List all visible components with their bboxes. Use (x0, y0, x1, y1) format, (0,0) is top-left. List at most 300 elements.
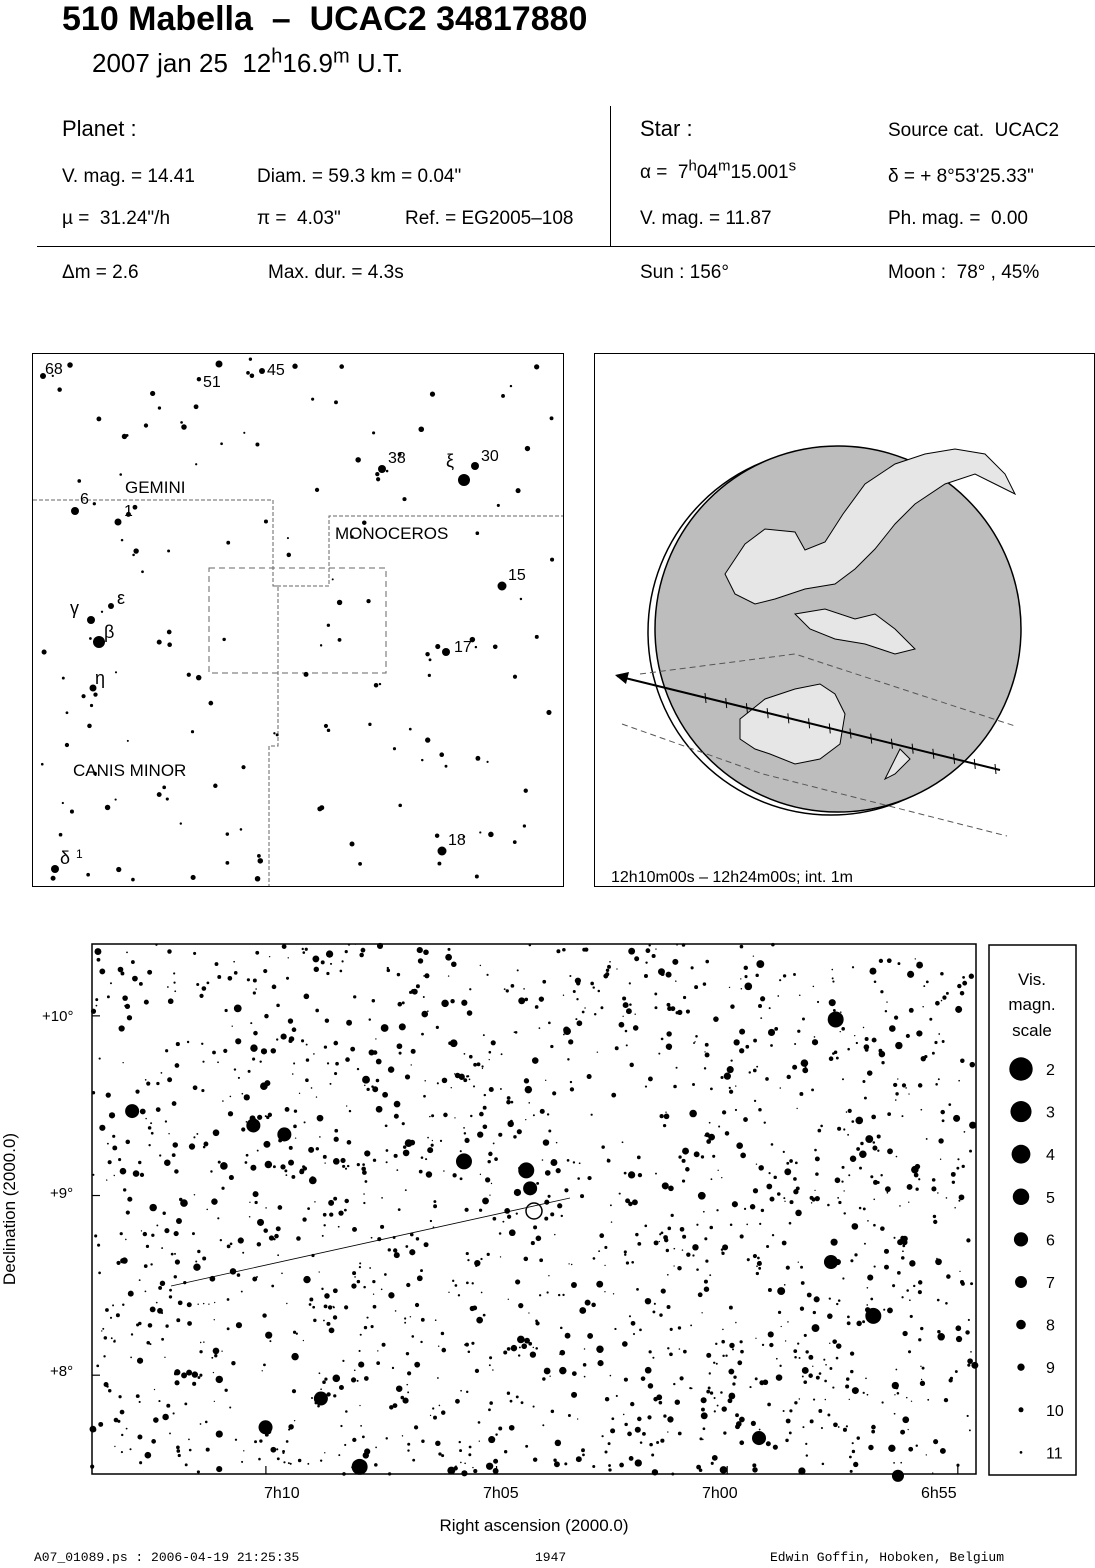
finder-star (425, 652, 429, 656)
field-star (189, 1143, 195, 1149)
field-star (437, 1082, 439, 1084)
field-star (668, 1186, 674, 1192)
x-tick-7h00: 7h00 (702, 1485, 738, 1502)
field-star (169, 1432, 171, 1434)
field-star (362, 1076, 370, 1084)
field-star (338, 1454, 340, 1456)
field-star (703, 1427, 706, 1430)
field-star (701, 1412, 708, 1419)
field-star (326, 972, 329, 975)
field-star (241, 1291, 243, 1293)
finder-star (167, 549, 170, 552)
field-star (320, 1460, 322, 1462)
field-star (392, 1367, 394, 1369)
field-star (918, 1290, 922, 1294)
field-star (341, 960, 343, 962)
legend-dot-mag-5 (1013, 1189, 1030, 1206)
legend-label-mag-5: 5 (1046, 1189, 1055, 1207)
field-star (326, 1322, 330, 1326)
field-star (519, 1346, 521, 1348)
field-star (108, 1160, 112, 1164)
field-star (176, 1318, 180, 1322)
field-star (945, 1302, 948, 1305)
field-star (325, 1018, 329, 1022)
field-star (438, 1346, 439, 1347)
finder-star (122, 434, 127, 439)
legend-label-mag-3: 3 (1046, 1104, 1055, 1122)
field-star (235, 1439, 237, 1441)
field-star (805, 1443, 807, 1445)
field-star (786, 1266, 790, 1270)
field-star (156, 1107, 161, 1112)
field-star (631, 1321, 636, 1326)
field-star (292, 1027, 297, 1032)
field-star (387, 969, 391, 973)
field-star (542, 1159, 544, 1161)
field-star (544, 1368, 551, 1375)
field-star (814, 1036, 816, 1038)
field-star (112, 1145, 117, 1150)
star-label-epsilon: ε (117, 588, 126, 608)
field-star (96, 1005, 98, 1007)
field-star (676, 944, 678, 946)
y-tick-10: +10° (42, 1008, 74, 1025)
finder-star (90, 704, 93, 707)
field-star (631, 1261, 634, 1264)
field-star (211, 1357, 213, 1359)
field-star (228, 976, 233, 981)
field-star (481, 1292, 483, 1294)
finder-star (241, 765, 245, 769)
field-star (729, 1343, 734, 1348)
field-star (874, 1266, 876, 1268)
planet-diam: Diam. = 59.3 km = 0.04" (257, 166, 462, 187)
field-star (751, 1421, 756, 1426)
field-star (549, 1376, 550, 1377)
field-star (511, 984, 515, 988)
field-star (145, 1118, 146, 1119)
legend-dot-mag-6 (1014, 1232, 1028, 1246)
finder-star (71, 507, 79, 515)
field-star (840, 1031, 841, 1032)
planet-mu: µ = 31.24"/h (62, 208, 171, 229)
field-star (815, 1156, 820, 1161)
field-star (654, 1303, 656, 1305)
field-star (372, 1280, 375, 1283)
field-star (282, 1450, 285, 1453)
field-star (849, 1456, 852, 1459)
field-star (295, 1137, 296, 1138)
field-star (253, 1031, 258, 1036)
field-star (217, 1217, 219, 1219)
field-star (729, 1090, 733, 1094)
field-star (528, 1102, 530, 1104)
field-star (467, 1259, 469, 1261)
field-star (663, 1124, 666, 1127)
field-star (815, 1196, 820, 1201)
finder-star (89, 637, 92, 640)
field-star (750, 1204, 755, 1209)
field-star (596, 1346, 603, 1353)
field-star (800, 1307, 804, 1311)
field-star (584, 1007, 585, 1008)
field-star (843, 1428, 847, 1432)
field-star (965, 1330, 969, 1334)
field-star (723, 1431, 726, 1434)
field-star (421, 1440, 424, 1443)
field-star (161, 1247, 163, 1249)
field-star (926, 1454, 927, 1455)
field-star (752, 1463, 756, 1467)
field-star (678, 1326, 681, 1329)
field-star (736, 1142, 743, 1149)
field-star (801, 1281, 805, 1285)
x-tick-7h05: 7h05 (483, 1485, 519, 1502)
field-star (125, 1140, 130, 1145)
field-star (938, 1033, 940, 1035)
field-star (249, 1216, 251, 1218)
field-star (487, 1160, 490, 1163)
finder-chart (32, 353, 564, 887)
field-star (802, 1067, 808, 1073)
field-star (848, 1174, 850, 1176)
field-star (628, 1202, 633, 1207)
field-star (969, 975, 971, 977)
field-star (633, 1025, 639, 1031)
finder-star (498, 582, 507, 591)
field-star (897, 1239, 903, 1245)
field-star (329, 1213, 333, 1217)
field-star (288, 1462, 290, 1464)
field-star (333, 1288, 338, 1293)
field-star (931, 1186, 936, 1191)
field-star (137, 1358, 143, 1364)
field-star (704, 1286, 709, 1291)
field-star (730, 1004, 734, 1008)
finder-star (196, 675, 202, 681)
field-star (234, 1068, 236, 1070)
field-star (611, 1093, 616, 1098)
field-star (596, 1281, 603, 1288)
field-star (694, 1151, 700, 1157)
field-star (321, 960, 325, 964)
field-star (345, 1168, 347, 1170)
field-star (629, 1315, 631, 1317)
field-star (655, 1173, 657, 1175)
field-star (106, 1093, 111, 1098)
finder-star (368, 723, 371, 726)
field-star (961, 1282, 965, 1286)
field-star (933, 1220, 937, 1224)
field-star (879, 959, 883, 963)
field-star (452, 1280, 454, 1282)
field-star (895, 1092, 898, 1095)
field-star (498, 1426, 502, 1430)
field-star (216, 1430, 223, 1437)
field-star (599, 1233, 604, 1238)
field-star (610, 1375, 612, 1377)
field-star (164, 1159, 171, 1166)
field-star (291, 1175, 295, 1179)
field-star (739, 1440, 744, 1445)
field-star (507, 1096, 511, 1100)
field-star (701, 1397, 707, 1403)
bright-star (314, 1392, 328, 1406)
field-star (454, 1117, 455, 1118)
field-star (211, 1198, 217, 1204)
field-star (706, 1353, 711, 1358)
field-star (556, 1142, 558, 1144)
field-star (649, 1443, 653, 1447)
star-label-delta-index: 1 (76, 847, 83, 861)
field-star (289, 1146, 293, 1150)
field-star (266, 1116, 269, 1119)
field-star (967, 1415, 969, 1417)
field-star (517, 1129, 522, 1134)
field-star (122, 1062, 123, 1063)
field-star (705, 1043, 709, 1047)
finder-star (65, 743, 69, 747)
field-star (350, 1047, 355, 1052)
field-star (740, 1234, 744, 1238)
field-star (463, 1127, 465, 1129)
field-star (749, 1386, 751, 1388)
field-star (616, 1395, 618, 1397)
field-star (833, 1422, 838, 1427)
field-star (194, 1194, 195, 1195)
field-star (967, 1358, 973, 1364)
field-star (967, 1364, 970, 1367)
field-star (324, 1377, 327, 1380)
field-star (884, 1249, 889, 1254)
field-star (637, 1242, 641, 1246)
field-star (468, 1351, 471, 1354)
field-star (539, 1258, 543, 1262)
field-star (562, 1294, 564, 1296)
field-star (516, 1395, 519, 1398)
finder-star (273, 732, 275, 734)
field-star (744, 1208, 746, 1210)
footer-file: A07_01089.ps : 2006-04-19 21:25:35 (34, 1550, 300, 1565)
field-star (229, 1406, 231, 1408)
field-star (800, 1266, 803, 1269)
field-star (710, 1087, 713, 1090)
field-star (942, 1040, 945, 1043)
field-star (352, 1271, 356, 1275)
field-star (362, 1170, 367, 1175)
field-star (192, 1232, 195, 1235)
field-star (786, 1419, 791, 1424)
field-star (955, 1325, 961, 1331)
field-star (150, 1122, 152, 1124)
finder-star (513, 675, 517, 679)
field-star (105, 1308, 109, 1312)
field-star (766, 1441, 771, 1446)
field-star (366, 1317, 368, 1319)
field-star (656, 1441, 659, 1444)
bright-star (892, 1470, 904, 1482)
field-star (187, 1321, 192, 1326)
field-star (892, 1284, 895, 1287)
field-star (888, 1445, 895, 1452)
field-star (119, 1025, 125, 1031)
field-star (937, 1192, 938, 1193)
field-star (467, 1075, 469, 1077)
field-star (667, 1006, 672, 1011)
field-star (281, 1034, 287, 1040)
finder-star (255, 442, 259, 446)
field-star (221, 1351, 222, 1352)
field-star (709, 1372, 711, 1374)
field-star (637, 1156, 640, 1159)
field-star (675, 980, 677, 982)
field-star (910, 1315, 913, 1318)
field-star (509, 1425, 515, 1431)
field-star (774, 1027, 778, 1031)
field-star (777, 1192, 781, 1196)
finder-star (243, 432, 245, 434)
finder-star (425, 737, 430, 742)
field-star (407, 1391, 409, 1393)
field-star (922, 1006, 923, 1007)
field-star (613, 1293, 614, 1294)
field-star (821, 1427, 823, 1429)
field-star (234, 1005, 242, 1013)
field-star (237, 1273, 241, 1277)
field-star (759, 1380, 764, 1385)
field-star (131, 960, 135, 964)
field-star (431, 1114, 434, 1117)
field-star (478, 1421, 481, 1424)
field-star (652, 1469, 658, 1475)
field-star (120, 1258, 125, 1263)
field-star (887, 1148, 893, 1154)
field-star (480, 1258, 482, 1260)
field-star (433, 1416, 437, 1420)
field-star (792, 1065, 797, 1070)
field-star (284, 1169, 287, 1172)
field-star (565, 1333, 571, 1339)
field-star (724, 1073, 731, 1080)
field-star (421, 1156, 424, 1159)
field-star (136, 1394, 140, 1398)
field-star (365, 1180, 368, 1183)
field-star (333, 1375, 341, 1383)
field-star (483, 1314, 486, 1317)
field-star (248, 1070, 251, 1073)
field-star (626, 1044, 628, 1046)
field-star (832, 981, 834, 983)
field-star (405, 1245, 408, 1248)
field-star (817, 1001, 819, 1003)
field-star (645, 961, 647, 963)
field-star (680, 1376, 684, 1380)
field-star (465, 1343, 469, 1347)
field-star (164, 1357, 165, 1358)
field-star (810, 1419, 814, 1423)
field-star (958, 1200, 960, 1202)
field-star (489, 1356, 492, 1359)
field-star (605, 1397, 609, 1401)
field-star (637, 1417, 642, 1422)
field-star (550, 1212, 554, 1216)
field-star (584, 1376, 586, 1378)
field-star (816, 1376, 820, 1380)
finder-star (471, 462, 479, 470)
field-star (242, 1252, 244, 1254)
field-star (598, 1250, 600, 1252)
field-star (932, 1472, 933, 1473)
field-star (873, 1141, 876, 1144)
finder-star (442, 648, 450, 656)
field-star (533, 1225, 537, 1229)
field-star (887, 1307, 893, 1313)
field-star (362, 1163, 365, 1166)
field-star (274, 1234, 279, 1239)
field-star (106, 1179, 107, 1180)
field-star (577, 1418, 578, 1419)
field-star (193, 1264, 200, 1271)
field-star (525, 1445, 528, 1448)
field-star (469, 1079, 471, 1081)
field-star (130, 1357, 132, 1359)
field-star (518, 997, 525, 1004)
field-star (214, 1354, 217, 1357)
field-star (874, 980, 877, 983)
field-star (342, 1472, 346, 1476)
field-star (937, 1333, 945, 1341)
field-star (829, 1297, 831, 1299)
field-star (525, 1119, 526, 1120)
field-star (309, 1303, 312, 1306)
field-star (143, 1232, 147, 1236)
finder-star (187, 673, 191, 677)
field-star (269, 956, 270, 957)
finder-star (513, 840, 517, 844)
finder-star (304, 672, 309, 677)
field-star (838, 1299, 841, 1302)
field-star (622, 996, 626, 1000)
legend-label-mag-2: 2 (1046, 1062, 1055, 1079)
field-star (829, 999, 836, 1006)
field-star (744, 975, 747, 978)
field-star (250, 1022, 252, 1024)
field-star (322, 1380, 326, 1384)
field-star (954, 1207, 956, 1209)
field-star (818, 1409, 822, 1413)
field-star (729, 1087, 731, 1089)
field-star (877, 1134, 881, 1138)
finder-star (191, 875, 196, 880)
field-star (411, 1049, 416, 1054)
field-star (728, 1369, 734, 1375)
field-star (300, 1169, 305, 1174)
field-star (388, 1248, 391, 1251)
field-star (837, 1197, 839, 1199)
field-star (593, 986, 595, 988)
field-star (118, 1395, 121, 1398)
field-star (137, 1434, 142, 1439)
field-star (850, 1156, 856, 1162)
field-star (711, 1462, 714, 1465)
field-star (116, 1313, 120, 1317)
field-star (880, 1174, 882, 1176)
finder-star (479, 831, 481, 833)
field-star (542, 1377, 545, 1380)
field-star (854, 1035, 855, 1036)
field-star (402, 1398, 408, 1404)
field-star (843, 1212, 845, 1214)
